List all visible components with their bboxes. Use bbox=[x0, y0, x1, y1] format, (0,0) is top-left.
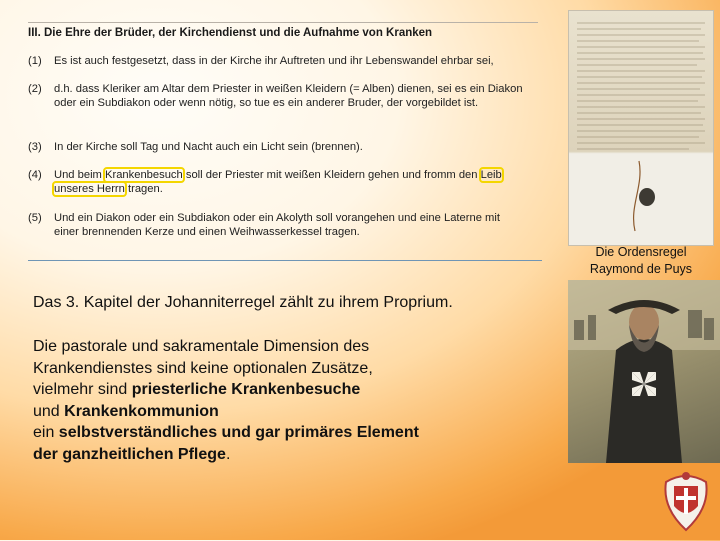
item-number: (4) bbox=[28, 169, 42, 181]
manuscript-image bbox=[568, 10, 714, 246]
image-caption: Die Ordensregel Raymond de Puys bbox=[589, 245, 693, 276]
highlight-krankenbesuch: Krankenbesuch bbox=[105, 169, 183, 181]
item-text: Es ist auch festgesetzt, dass in der Kirche ihr Auftreten und ihr Lebenswandel ehrbar sei, bbox=[54, 55, 494, 67]
top-rule bbox=[28, 22, 538, 23]
item-number: (5) bbox=[28, 212, 42, 224]
item-text: In der Kirche soll Tag und Nacht auch ein Licht sein (brennen). bbox=[54, 141, 363, 153]
item-text: Und ein Diakon oder ein Subdiakon oder ein Akolyth soll vorangehen und eine Laterne mit einer brennenden Kerze und einen Weihwasserkessel tragen. bbox=[54, 212, 500, 238]
portrait-image bbox=[568, 280, 720, 463]
section-heading: III. Die Ehre der Brüder, der Kirchendienst und die Aufnahme von Kranken bbox=[28, 27, 433, 39]
highlight-leib-unseres-herrn: Leib unseres Herrn bbox=[54, 169, 502, 195]
section-divider bbox=[28, 260, 542, 261]
item-text: Und beim Krankenbesuch soll der Priester mit weißen Kleidern gehen und fromm den Leib unseres Herrn tragen. bbox=[54, 169, 502, 195]
item-number: (2) bbox=[28, 83, 42, 95]
item-number: (1) bbox=[28, 55, 42, 67]
item-number: (3) bbox=[28, 141, 42, 153]
maltese-cross-crest-icon bbox=[660, 468, 712, 536]
paragraph-dimension: Die pastorale und sakramentale Dimension des Krankendienstes sind keine optionalen Zusätze, vielmehr sind priesterliche Krankenbesuche und Krankenkommunion ein selbstverständliches und gar primäres Element der ganzheitlichen Pflege. bbox=[33, 338, 419, 463]
item-text: d.h. dass Kleriker am Altar dem Priester in weißen Kleidern (= Alben) dienen, sei es ein Diakon oder ein Subdiakon oder wenn nötig, so tue es ein anderer Bruder, der vorgebildet ist. bbox=[54, 83, 523, 109]
paragraph-proprium: Das 3. Kapitel der Johanniterregel zählt zu ihrem Proprium. bbox=[33, 294, 453, 311]
